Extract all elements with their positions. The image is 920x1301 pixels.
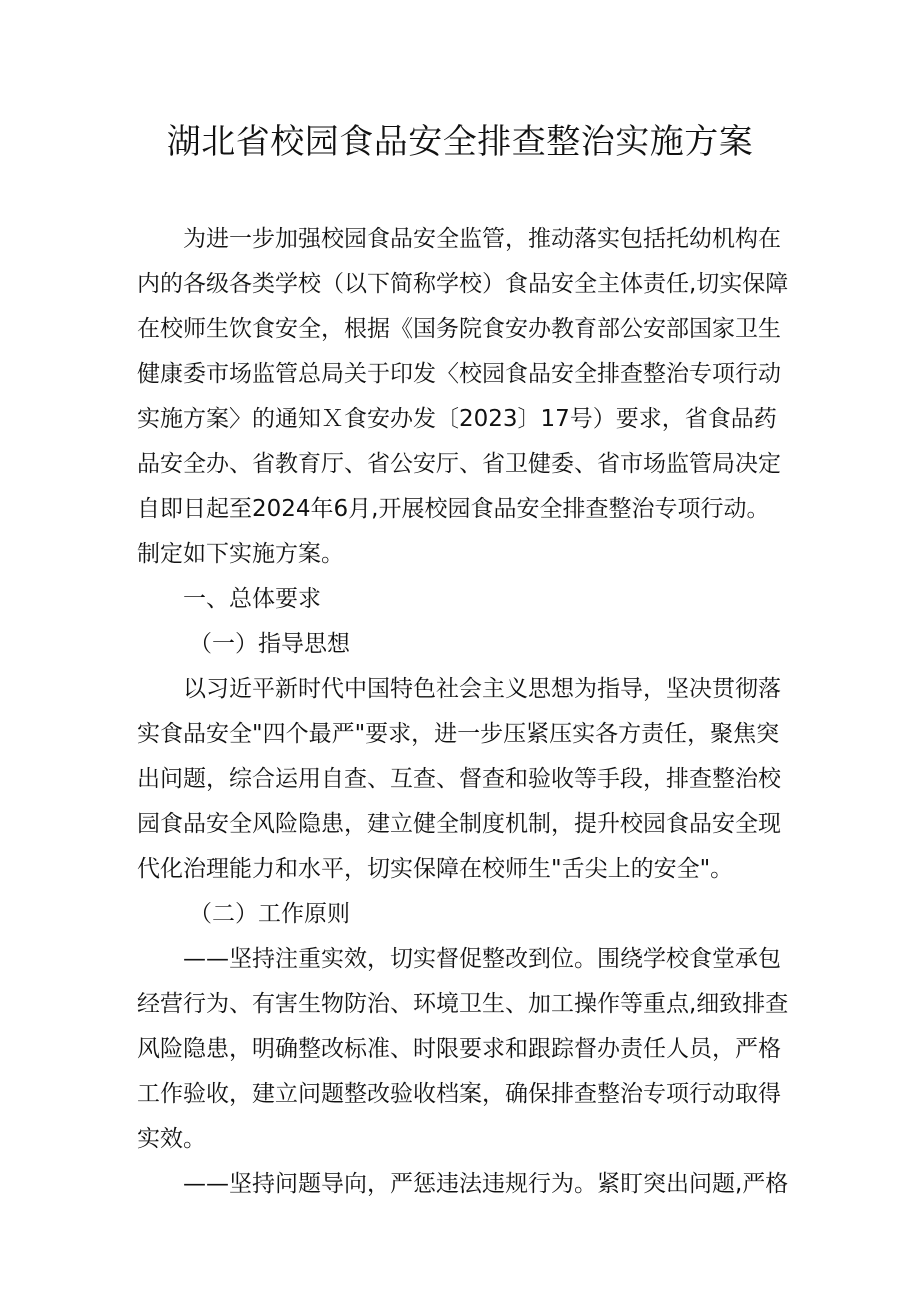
paragraph-line: 风险隐患，明确整改标准、时限要求和跟踪督办责任人员，严格 — [137, 1036, 781, 1062]
paragraph-line: 实效。 — [137, 1126, 206, 1152]
section-heading: 一、总体要求 — [183, 586, 321, 612]
paragraph-line: 出问题，综合运用自查、互查、督查和验收等手段，排查整治校 — [137, 766, 781, 792]
paragraph-line: 经营行为、有害生物防治、环境卫生、加工操作等重点,细致排查 — [137, 991, 789, 1017]
subsection-heading: （二）工作原则 — [189, 901, 350, 927]
document-body — [137, 217, 789, 1207]
paragraph-line: ——坚持注重实效，切实督促整改到位。围绕学校食堂承包 — [183, 946, 781, 972]
paragraph-line: 在校师生饮食安全，根据《国务院食安办教育部公安部国家卫生 — [137, 316, 781, 342]
paragraph-line: 品安全办、省教育厅、省公安厅、省卫健委、省市场监管局决定 — [137, 451, 781, 477]
paragraph-line: 内的各级各类学校（以下简称学校）食品安全主体责任,切实保障 — [137, 271, 789, 297]
paragraph-line: 以习近平新时代中国特色社会主义思想为指导，坚决贯彻落 — [183, 676, 781, 702]
paragraph-line: ——坚持问题导向，严惩违法违规行为。紧盯突出问题,严格 — [183, 1171, 789, 1197]
paragraph-line: 实施方案〉的通知Ｘ食安办发〔2023〕17号）要求，省食品药 — [137, 406, 777, 432]
paragraph-line: 实食品安全"四个最严"要求，进一步压紧压实各方责任，聚焦突 — [137, 721, 780, 747]
paragraph-line: 健康委市场监管总局关于印发〈校园食品安全排查整治专项行动 — [137, 361, 781, 387]
paragraph-line: 制定如下实施方案。 — [137, 541, 344, 567]
paragraph-line: 园食品安全风险隐患，建立健全制度机制，提升校园食品安全现 — [137, 811, 781, 837]
paragraph-line: 自即日起至2024年6月,开展校园食品安全排查整治专项行动。 — [137, 496, 770, 522]
subsection-heading: （一）指导思想 — [189, 631, 350, 657]
document-title: 湖北省校园食品安全排查整治实施方案 — [166, 122, 754, 162]
paragraph-line: 代化治理能力和水平，切实保障在校师生"舌尖上的安全"。 — [137, 856, 734, 882]
paragraph-line: 为进一步加强校园食品安全监管，推动落实包括托幼机构在 — [183, 226, 781, 252]
paragraph-line: 工作验收，建立问题整改验收档案，确保排查整治专项行动取得 — [137, 1081, 781, 1107]
